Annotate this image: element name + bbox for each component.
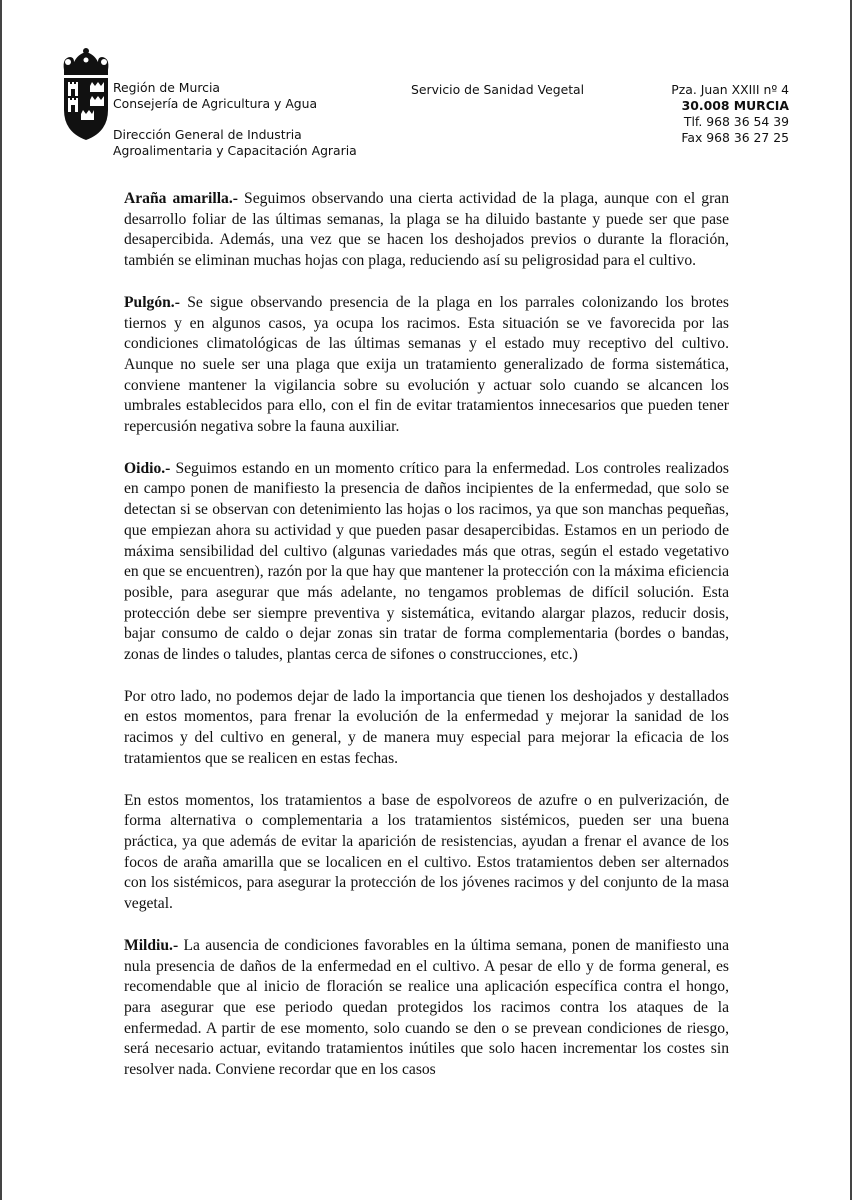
address-fax: Fax 968 36 27 25 bbox=[681, 130, 789, 145]
paragraph-text: Seguimos estando en un momento crítico para la enfermedad. Los controles realizados en campo ponen de manifiesto la presencia de daños incipientes de la enfermedad, que solo se detectan si se observan con detenimiento las hojas o los racimos, ya que son manchas pequeñas, que empiezan ahora su actividad y que pueden pasar desapercibidas. Estamos en un periodo de máxima sensibilidad del cultivo (algunas variedades más que otras, según el estado vegetativo en que se encuentren), razón por la que hay que mantener la protección con la máxima eficiencia posible, para asegurar que más adelante, no tengamos problemas de difícil solución. Esta protección debe ser siempre preventiva y sistemática, evitando alargar plazos, reducir dosis, bajar consumo de caldo o dejar zonas sin tratar de forma complementaria (bordes o bandas, zonas de lindes o taludes, plantas cerca de sifones o construcciones, etc.) bbox=[124, 459, 729, 664]
dept-line: Dirección General de Industria bbox=[113, 127, 302, 142]
page-border-left bbox=[0, 0, 2, 1200]
paragraph-title: Mildiu.- bbox=[124, 936, 179, 954]
paragraph-deshojados bbox=[124, 687, 729, 770]
paragraph-text: Se sigue observando presencia de la plaga en los parrales colonizando los brotes tiernos y en algunos casos, ya ocupa los racimos. Esta situación se ve favorecida por las condiciones climatológicas de las últimas semanas y el estado muy receptivo del cultivo. Aunque no suele ser una plaga que exija un tratamiento generalizado de forma sistemática, conviene mantener la vigilancia sobre su evolución y actuar solo cuando se alcancen los umbrales establecidos para ello, con el fin de evitar tratamientos innecesarios que pueden tener repercusión negativa sobre la fauna auxiliar. bbox=[124, 293, 729, 436]
paragraph-tratamientos bbox=[124, 791, 729, 915]
paragraph-pulgon bbox=[124, 293, 729, 438]
service-name bbox=[411, 82, 584, 98]
address-block bbox=[671, 82, 789, 146]
paragraph-title: Oidio.- bbox=[124, 459, 171, 477]
paragraph-oidio bbox=[124, 459, 729, 666]
org-line: Consejería de Agricultura y Agua bbox=[113, 96, 318, 111]
service-line: Servicio de Sanidad Vegetal bbox=[411, 82, 585, 97]
address-phone: Tlf. 968 36 54 39 bbox=[683, 114, 789, 129]
paragraph-title: Araña amarilla.- bbox=[124, 190, 238, 207]
dept-line: Agroalimentaria y Capacitación Agraria bbox=[113, 143, 357, 158]
address-city: 30.008 MURCIA bbox=[681, 98, 789, 113]
org-name bbox=[113, 80, 317, 112]
org-line: Región de Murcia bbox=[113, 80, 220, 95]
paragraph-text: En estos momentos, los tratamientos a base de espolvoreos de azufre o en pulverización, de forma alternativa o complementaria a los tratamientos sistémicos, pueden ser una buena práctica, ya que además de evitar la aparición de resistencias, ayudan a frenar el avance de los focos de araña amarilla que se localicen en el cultivo. Estos tratamientos deben ser alternados con los sistémicos, para asegurar la protección de los jóvenes racimos y del conjunto de la masa vegetal. bbox=[124, 791, 729, 913]
region-murcia-crest-icon bbox=[60, 48, 112, 142]
department-name bbox=[113, 127, 357, 159]
address-street: Pza. Juan XXIII nº 4 bbox=[671, 82, 789, 97]
paragraph-text: Por otro lado, no podemos dejar de lado la importancia que tienen los deshojados y destallados en estos momentos, para frenar la evolución de la enfermedad y mejorar la sanidad de los racimos y del cultivo en general, y de manera muy especial para mejorar la eficacia de los tratamientos que se realicen en estas fechas. bbox=[124, 687, 729, 767]
document-body bbox=[124, 189, 729, 1102]
paragraph-text: La ausencia de condiciones favorables en la última semana, ponen de manifiesto una nula presencia de daños de la enfermedad en el cultivo. A pesar de ello y de forma general, es recomendable que al inicio de floración se realice una aplicación específica contra el hongo, para asegurar que ese periodo quedan protegidos los racimos contra los ataques de la enfermedad. A partir de ese momento, solo cuando se den o se prevean condiciones de riesgo, será necesario actuar, evitando tratamientos inútiles que solo hacen incrementar los costes sin resolver nada. Conviene recordar que en los casos bbox=[124, 936, 729, 1079]
paragraph-text: Seguimos observando una cierta actividad de la plaga, aunque con el gran desarrollo foliar de las últimas semanas, la plaga se ha diluido bastante y puede ser que pase desapercibida. Además, una vez que se hacen los deshojados previos o durante la floración, también se eliminan muchas hojas con plaga, reduciendo así su peligrosidad para el cultivo. bbox=[124, 190, 729, 270]
paragraph-title: Pulgón.- bbox=[124, 293, 180, 311]
paragraph-arana-amarilla bbox=[124, 189, 729, 272]
paragraph-mildiu bbox=[124, 936, 729, 1081]
